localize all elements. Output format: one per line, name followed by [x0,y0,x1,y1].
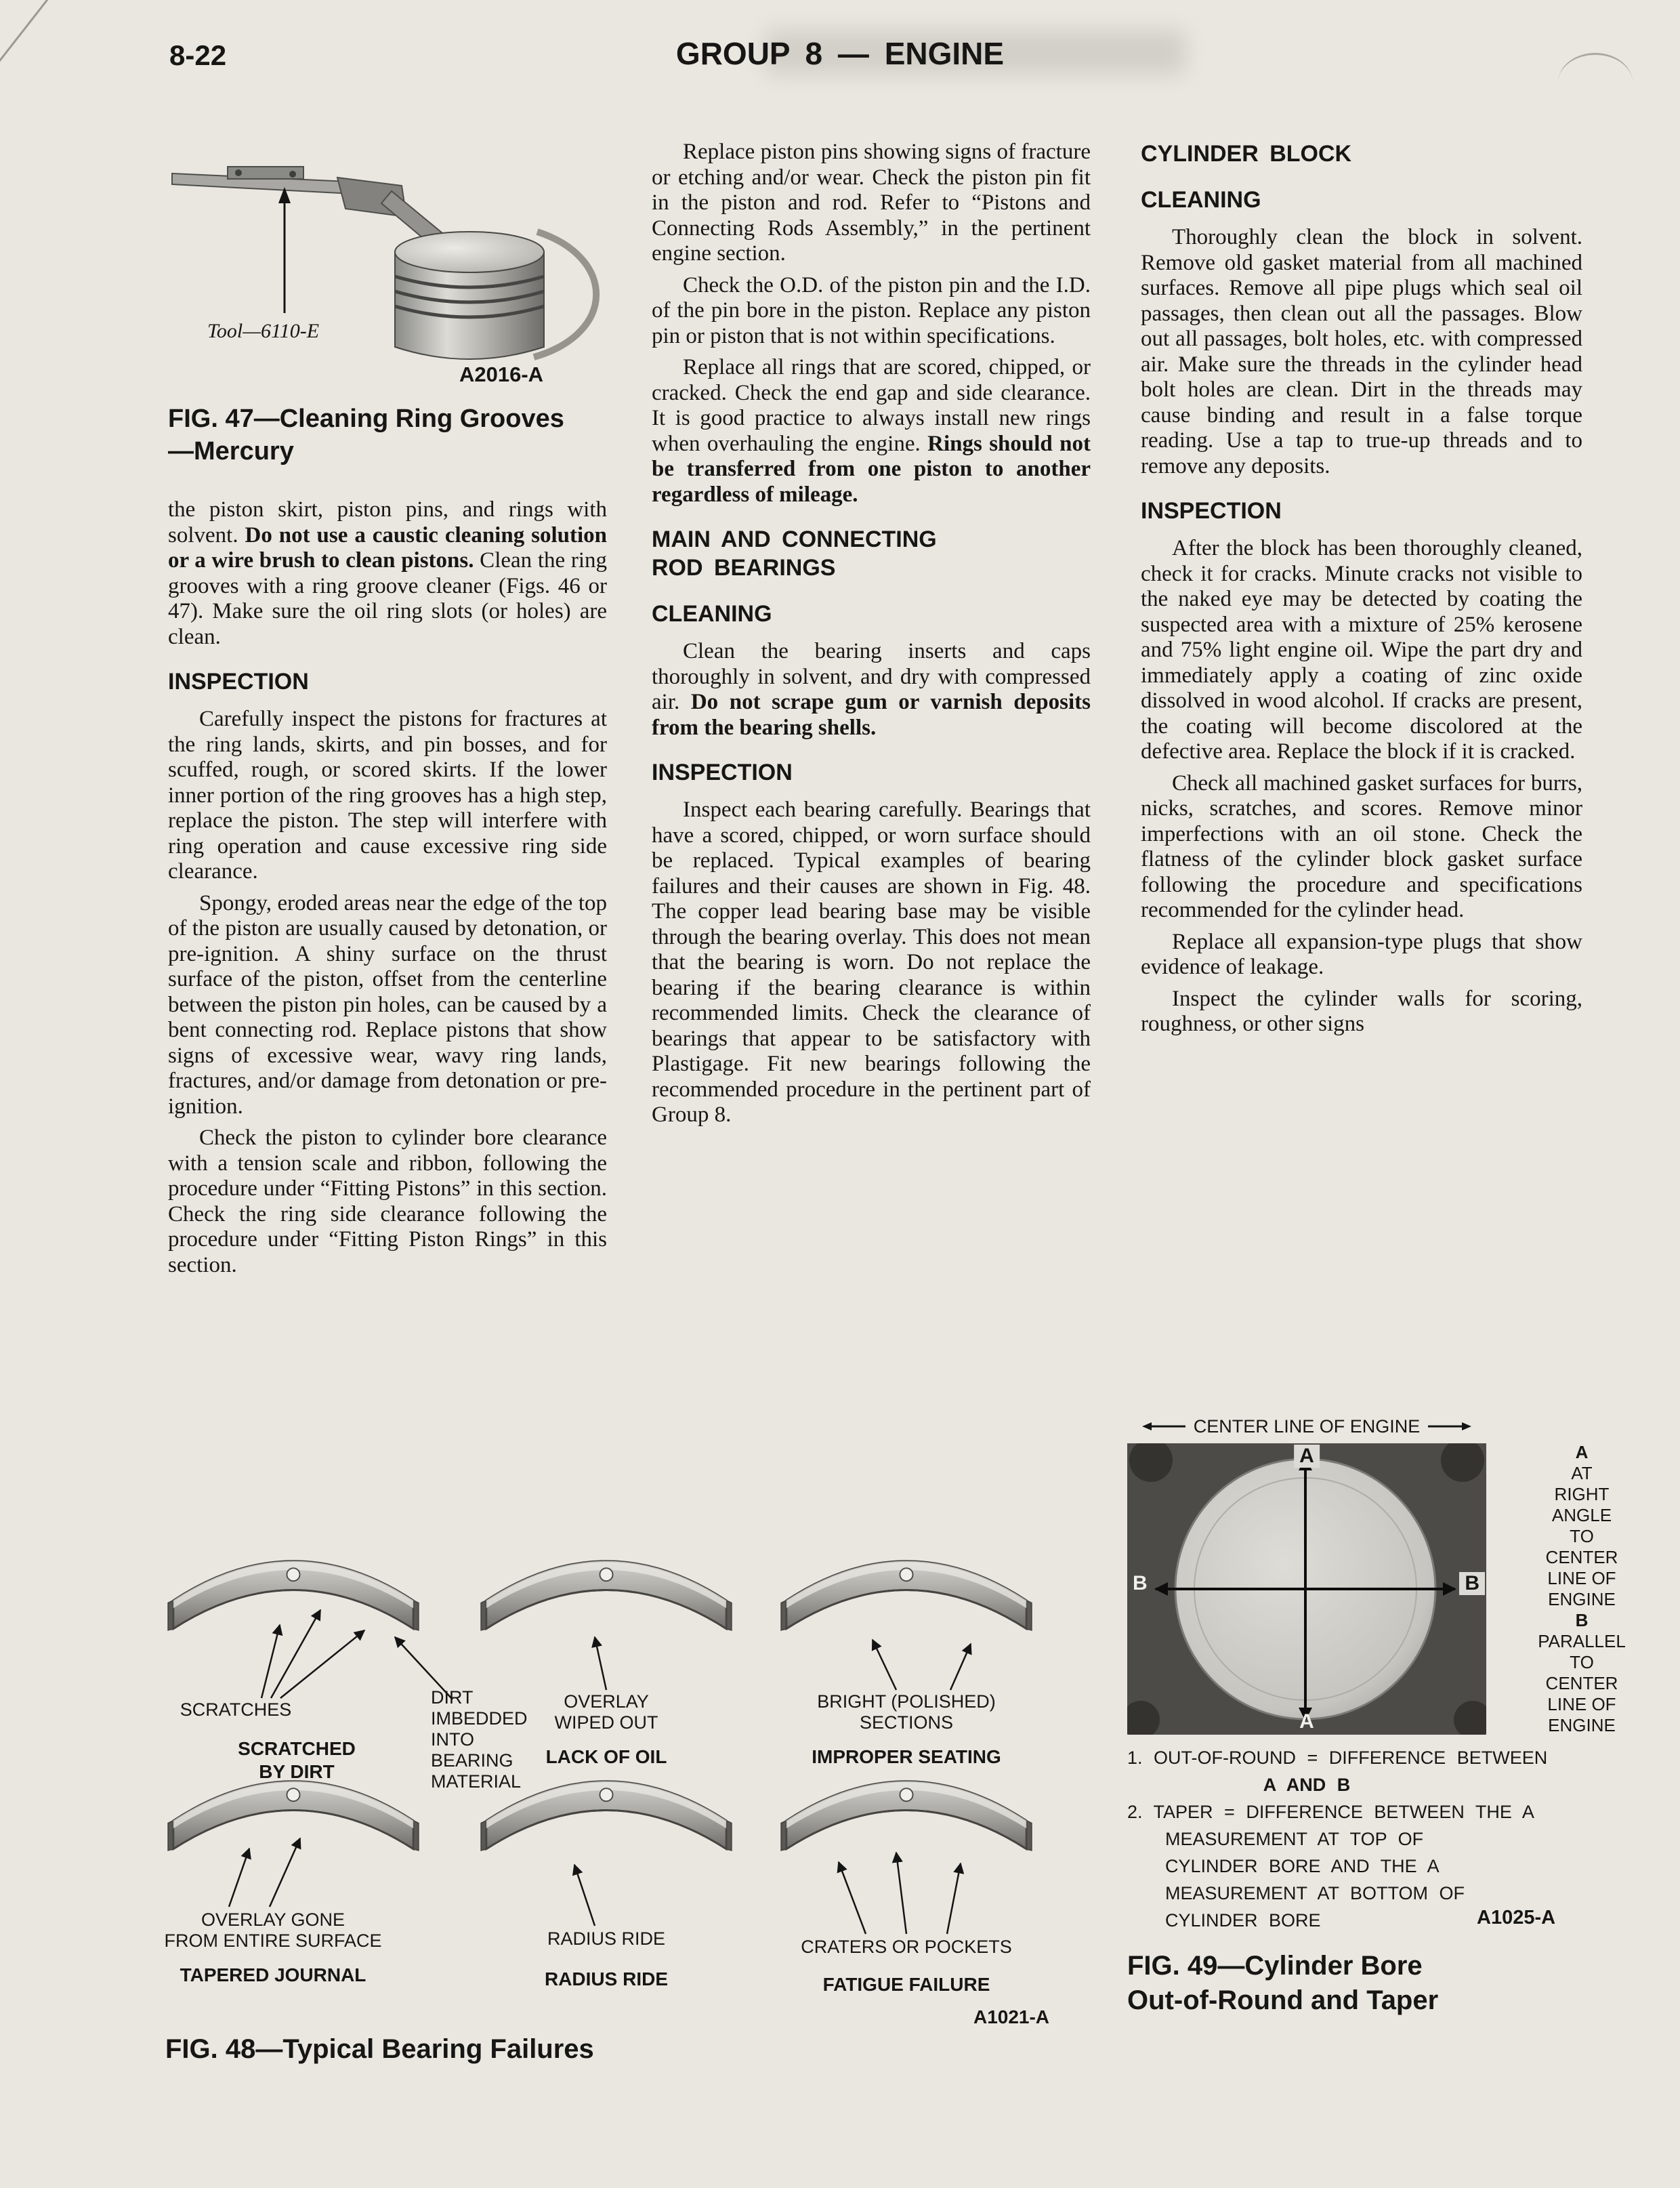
letter-a-top: A [1294,1445,1320,1468]
caption-lack-of-oil: LACK OF OIL [545,1746,667,1767]
paragraph-pin-od-id: Check the O.D. of the piston pin and the I.D. of the pin bore in the piston. Replace any piston pin or piston that is not within specifications. [652,272,1091,348]
paragraph-inspect-pistons: Carefully inspect the pistons for fractures at the ring lands, skirts, and pin bosses, and for scuffed, rough, or scored skirts. If the lower inner portion of the ring grooves has a high step, replace the piston. The step will interfere with ring operation and cause excessive ring side clearance. [168,707,607,884]
figure-47-code: A2016-A [459,363,544,386]
label-craters-or-pockets: CRATERS OR POCKETS [801,1937,1012,1957]
heading-cylinder-block: CYLINDER BLOCK [1141,141,1352,167]
figure-48-caption: FIG. 48—Typical Bearing Failures [165,2034,594,2064]
figure-47-caption-line2: —Mercury [168,437,294,466]
note-a-and-b: A AND B [1263,1775,1351,1795]
note-taper-line1: 2. TAPER = DIFFERENCE BETWEEN THE A [1127,1802,1534,1822]
paragraph-gasket-surfaces: Check all machined gasket surfaces for burrs, nicks, scratches, and scores. Remove minor imperfections with an oil stone. Check the flatness of the cylinder block gasket surface following the procedure and specifications recommended for the cylinder head. [1141,770,1582,922]
cylinder-bore-photo [1127,1443,1486,1735]
figure-49 [1127,1415,1669,2038]
paragraph-check-cracks: After the block has been thoroughly cleaned, check it for cracks. Minute cracks not visible to the naked eye may be detected by coating the suspected area with a mixture of 25% kerosene and 75% light engine oil. Wipe the part dry and immediately apply a coating of zinc oxide dissolved in wood alcohol. If cracks are present, the coating will become discolored at the defective area. Replace the block if it is cracked. [1141,536,1582,764]
column-left [168,144,607,1284]
note-taper-line5: CYLINDER BORE [1165,1910,1321,1931]
paragraph-expansion-plugs: Replace all expansion-type plugs that show evidence of leakage. [1141,929,1582,979]
figure-47-caption [168,402,607,468]
label-scratches: SCRATCHES [180,1699,292,1720]
column-middle [652,140,1091,1134]
paragraph-piston-pins: Replace piston pins showing signs of fracture or etching and/or wear. Check the piston pin fit in the piston and rod. Refer to “Pistons and Connecting Rods Assembly,” in the pertinent engine section. [652,140,1091,266]
page-header-title: GROUP 8 — ENGINE [675,36,1005,71]
page-number: 8-22 [169,39,227,71]
paragraph-piston-clearance: Check the piston to cylinder bore clearance with a tension scale and ribbon, following the procedure under “Fitting Pistons” in this section. Check the ring side clearance following the procedure under “Fitting Piston Rings” in this section. [168,1126,607,1277]
note-out-of-round: 1. OUT-OF-ROUND = DIFFERENCE BETWEEN [1127,1748,1548,1768]
figure-49-code: A1025-A [1477,1907,1556,1928]
heading-inspection-bearings: INSPECTION [652,760,793,785]
left-arrow-icon [1142,1422,1187,1431]
tool-label: Tool—6110-E [207,320,320,342]
figure-49-side-legend: A AT RIGHT ANGLE TO CENTER LINE OF ENGINE B PARALLEL TO CENTER LINE OF ENGINE [1538,1442,1626,1735]
heading-inspection-pistons: INSPECTION [168,669,309,695]
caption-fatigue-failure: FATIGUE FAILURE [822,1974,990,1995]
letter-b-left: B [1133,1572,1148,1594]
column-right [1141,140,1582,1044]
heading-main-and-connecting-rod-bearings: MAIN AND CONNECTING ROD BEARINGS [652,527,937,581]
note-taper-line3: CYLINDER BORE AND THE A [1165,1856,1440,1876]
cylinder-bore-illustration [1127,1443,1486,1735]
letter-a-bottom: A [1299,1710,1314,1733]
caption-improper-seating: IMPROPER SEATING [812,1746,1001,1767]
heading-inspection-block: INSPECTION [1141,498,1282,524]
figure-49-notes [1127,1744,1649,1934]
paragraph-cylinder-walls: Inspect the cylinder walls for scoring, roughness, or other signs [1141,986,1582,1036]
heading-cleaning-block: CLEANING [1141,187,1261,213]
figure-48 [161,1530,1106,2079]
figure-49-caption: FIG. 49—Cylinder Bore Out-of-Round and Taper [1127,1951,1439,2015]
paragraph-inspect-bearings: Inspect each bearing carefully. Bearings that have a scored, chipped, or worn surface should be replaced. Typical examples of bearing failures and their causes are shown in Fig. 48. The copper lead bearing base may be visible through the bearing overlay. This does not mean that the bearing is worn. Do not replace the bearing if the bearing clearance is within recommended limits. Check the clearance of bearings that appear to be satisfactory with Plastigage. Fit new bearings following the recommended procedure in the pertinent part of Group 8. [652,798,1091,1127]
label-radius-ride: RADIUS RIDE [547,1928,666,1949]
label-dirt-imbedded: DIRT IMBEDDED INTO BEARING MATERIAL [431,1687,528,1792]
paragraph-clean-bearings: Clean the bearing inserts and caps thoroughly in solvent, and dry with compressed air. Do not scrape gum or varnish deposits from the bearing shells. [652,639,1091,740]
caption-radius-ride: RADIUS RIDE [544,1968,668,1989]
caption-tapered-journal: TAPERED JOURNAL [180,1964,366,1985]
figure-48-code: A1021-A [973,2006,1050,2027]
label-overlay-wiped-out: OVERLAY WIPED OUT [554,1691,658,1733]
label-overlay-gone: OVERLAY GONE FROM ENTIRE SURFACE [164,1910,382,1951]
paragraph-clean-block: Thoroughly clean the block in solvent. Remove old gasket material from all machined surfaces. Remove all pipe plugs which seal oil passages, then clean out all the passages. Blow out all passages, bolt holes, etc. with compressed air. Make sure the threads in the cylinder head bolt holes are clean. Dirt in the threads may cause binding and result in a false torque reading. Use a tap to true-up threads and to remove any deposits. [1141,225,1582,478]
heading-cleaning-bearings: CLEANING [652,601,772,627]
caption-scratched-by-dirt: SCRATCHED BY DIRT [238,1738,356,1782]
callout-arrows [161,1530,1106,2079]
piston-cleaning-tool-illustration [168,144,607,388]
paragraph-cleaning-pistons: the piston skirt, piston pins, and rings with solvent. Do not use a caustic cleaning solution or a wire brush to clean pistons. Clean the ring grooves with a ring groove cleaner (Figs. 46 or 47). Make sure the oil ring slots (or holes) are clean. [168,497,608,649]
letter-b-right: B [1459,1572,1485,1595]
paragraph-spongy-areas: Spongy, eroded areas near the edge of the top of the piston are usually caused by detonation, or pre-ignition. A shiny surface on the thrust surface of the piston, offset from the centerline between the piston pin holes, can be caused by a bent connecting rod. Replace pistons that show signs of excessive wear, wavy ring lands, fractures, and/or damage from detonation or pre-ignition. [168,890,607,1119]
figure-47-illustration [168,144,607,388]
paragraph-replace-rings: Replace all rings that are scored, chipped, or cracked. Check the end gap and side clearance. It is good practice to always install new rings when overhauling the engine. Rings should not be transferred from one piston to another regardless of mileage. [652,355,1091,507]
figure-47-caption-line1: FIG. 47—Cleaning Ring Grooves [168,405,564,433]
label-bright-polished-sections: BRIGHT (POLISHED) SECTIONS [817,1691,996,1733]
center-line-label: CENTER LINE OF ENGINE [1127,1415,1486,1438]
note-taper-line2: MEASUREMENT AT TOP OF [1165,1829,1424,1849]
right-arrow-icon [1427,1422,1471,1431]
note-taper-line4: MEASUREMENT AT BOTTOM OF [1165,1883,1465,1903]
